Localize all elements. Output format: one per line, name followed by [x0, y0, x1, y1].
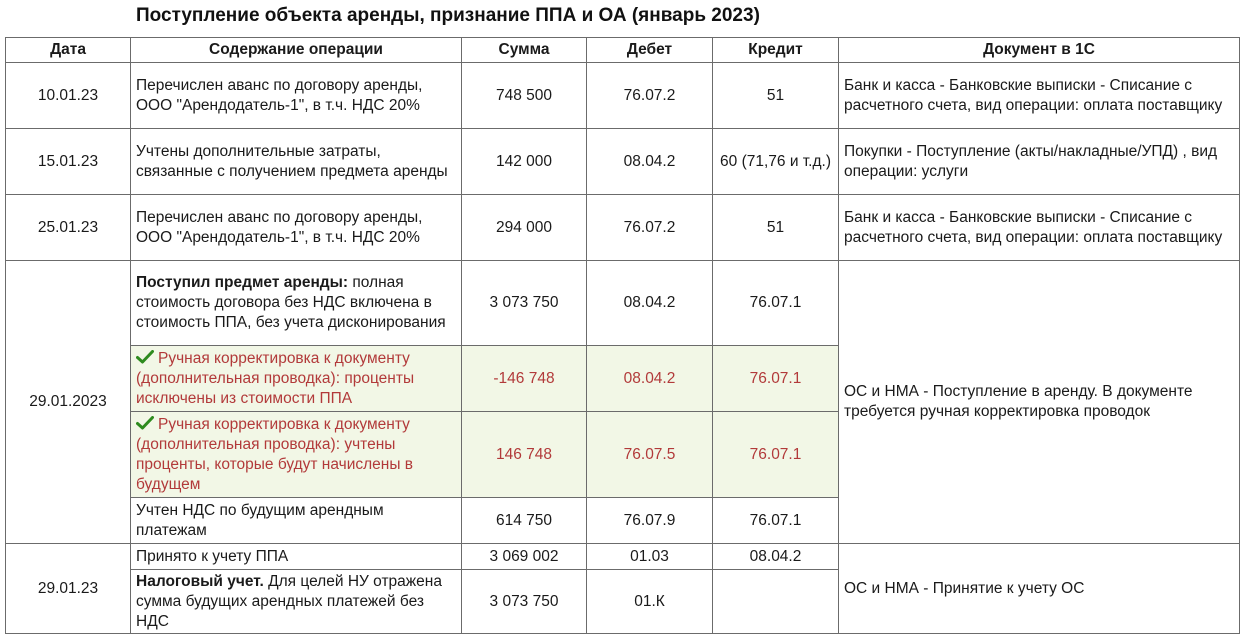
document-cell: ОС и НМА - Принятие к учету ОС	[839, 544, 1240, 634]
content-cell: Учтены дополнительные затраты, связанные с получением предмета аренды	[131, 129, 462, 195]
debit-cell: 01.03	[587, 544, 713, 570]
document-cell: ОС и НМА - Поступление в аренду. В документе требуется ручная корректировка проводок	[839, 261, 1240, 544]
date-cell: 25.01.23	[6, 195, 131, 261]
date-cell: 15.01.23	[6, 129, 131, 195]
content-cell	[131, 346, 462, 412]
content-cell: Перечислен аванс по договору аренды, ООО "Арендодатель-1", в т.ч. НДС 20%	[131, 63, 462, 129]
table-row	[6, 544, 1240, 570]
sum-cell: 3 073 750	[462, 570, 587, 634]
credit-cell: 51	[713, 63, 839, 129]
sum-cell: 146 748	[462, 412, 587, 498]
header-row	[6, 38, 1240, 63]
table-row	[6, 195, 1240, 261]
content-text: Ручная корректировка к документу (дополнительная проводка): учтены проценты, которые будут начислены в будущем	[136, 415, 414, 493]
header-credit: Кредит	[713, 38, 839, 63]
table-row	[6, 261, 1240, 346]
credit-cell: 76.07.1	[713, 261, 839, 346]
sum-cell: 142 000	[462, 129, 587, 195]
content-text: Ручная корректировка к документу (дополнительная проводка): проценты исключены из стоимости ППА	[136, 349, 415, 407]
content-cell: Перечислен аванс по договору аренды, ООО "Арендодатель-1", в т.ч. НДС 20%	[131, 195, 462, 261]
credit-cell: 76.07.1	[713, 498, 839, 544]
content-bold-label: Налоговый учет.	[136, 572, 264, 590]
content-cell: Принято к учету ППА	[131, 544, 462, 570]
credit-cell: 76.07.1	[713, 412, 839, 498]
document-cell: Банк и касса - Банковские выписки - Списание с расчетного счета, вид операции: оплата поставщику	[839, 63, 1240, 129]
debit-cell: 08.04.2	[587, 346, 713, 412]
credit-cell: 51	[713, 195, 839, 261]
sum-cell: -146 748	[462, 346, 587, 412]
debit-cell: 76.07.9	[587, 498, 713, 544]
credit-cell	[713, 570, 839, 634]
table-row	[6, 129, 1240, 195]
content-cell	[131, 570, 462, 634]
sum-cell: 3 073 750	[462, 261, 587, 346]
checkmark-icon	[136, 350, 154, 364]
debit-cell: 08.04.2	[587, 261, 713, 346]
debit-cell: 01.К	[587, 570, 713, 634]
ledger-table	[5, 37, 1240, 634]
page-title: Поступление объекта аренды, признание ППА и ОА (январь 2023)	[136, 5, 760, 26]
credit-cell: 60 (71,76 и т.д.)	[713, 129, 839, 195]
sum-cell: 294 000	[462, 195, 587, 261]
table-row	[6, 63, 1240, 129]
content-text: полная стоимость договора без НДС включена в стоимость ППА, без учета дисконирования	[136, 274, 446, 331]
debit-cell: 76.07.2	[587, 63, 713, 129]
content-cell: Учтен НДС по будущим арендным платежам	[131, 498, 462, 544]
credit-cell: 08.04.2	[713, 544, 839, 570]
header-debit: Дебет	[587, 38, 713, 63]
date-cell: 10.01.23	[6, 63, 131, 129]
checkmark-icon	[136, 416, 154, 430]
header-date: Дата	[6, 38, 131, 63]
document-cell: Покупки - Поступление (акты/накладные/УПД) , вид операции: услуги	[839, 129, 1240, 195]
header-sum: Сумма	[462, 38, 587, 63]
sum-cell: 3 069 002	[462, 544, 587, 570]
debit-cell: 08.04.2	[587, 129, 713, 195]
content-text: Для целей НУ отражена сумма будущих арендных платежей без НДС	[136, 572, 442, 630]
header-content: Содержание операции	[131, 38, 462, 63]
sum-cell: 614 750	[462, 498, 587, 544]
document-cell: Банк и касса - Банковские выписки - Списание с расчетного счета, вид операции: оплата поставщику	[839, 195, 1240, 261]
debit-cell: 76.07.5	[587, 412, 713, 498]
date-cell: 29.01.23	[6, 544, 131, 634]
credit-cell: 76.07.1	[713, 346, 839, 412]
sum-cell: 748 500	[462, 63, 587, 129]
date-cell: 29.01.2023	[6, 261, 131, 544]
debit-cell: 76.07.2	[587, 195, 713, 261]
content-cell	[131, 261, 462, 346]
header-document: Документ в 1С	[839, 38, 1240, 63]
content-bold-label: Поступил предмет аренды:	[136, 274, 349, 291]
content-cell	[131, 412, 462, 498]
